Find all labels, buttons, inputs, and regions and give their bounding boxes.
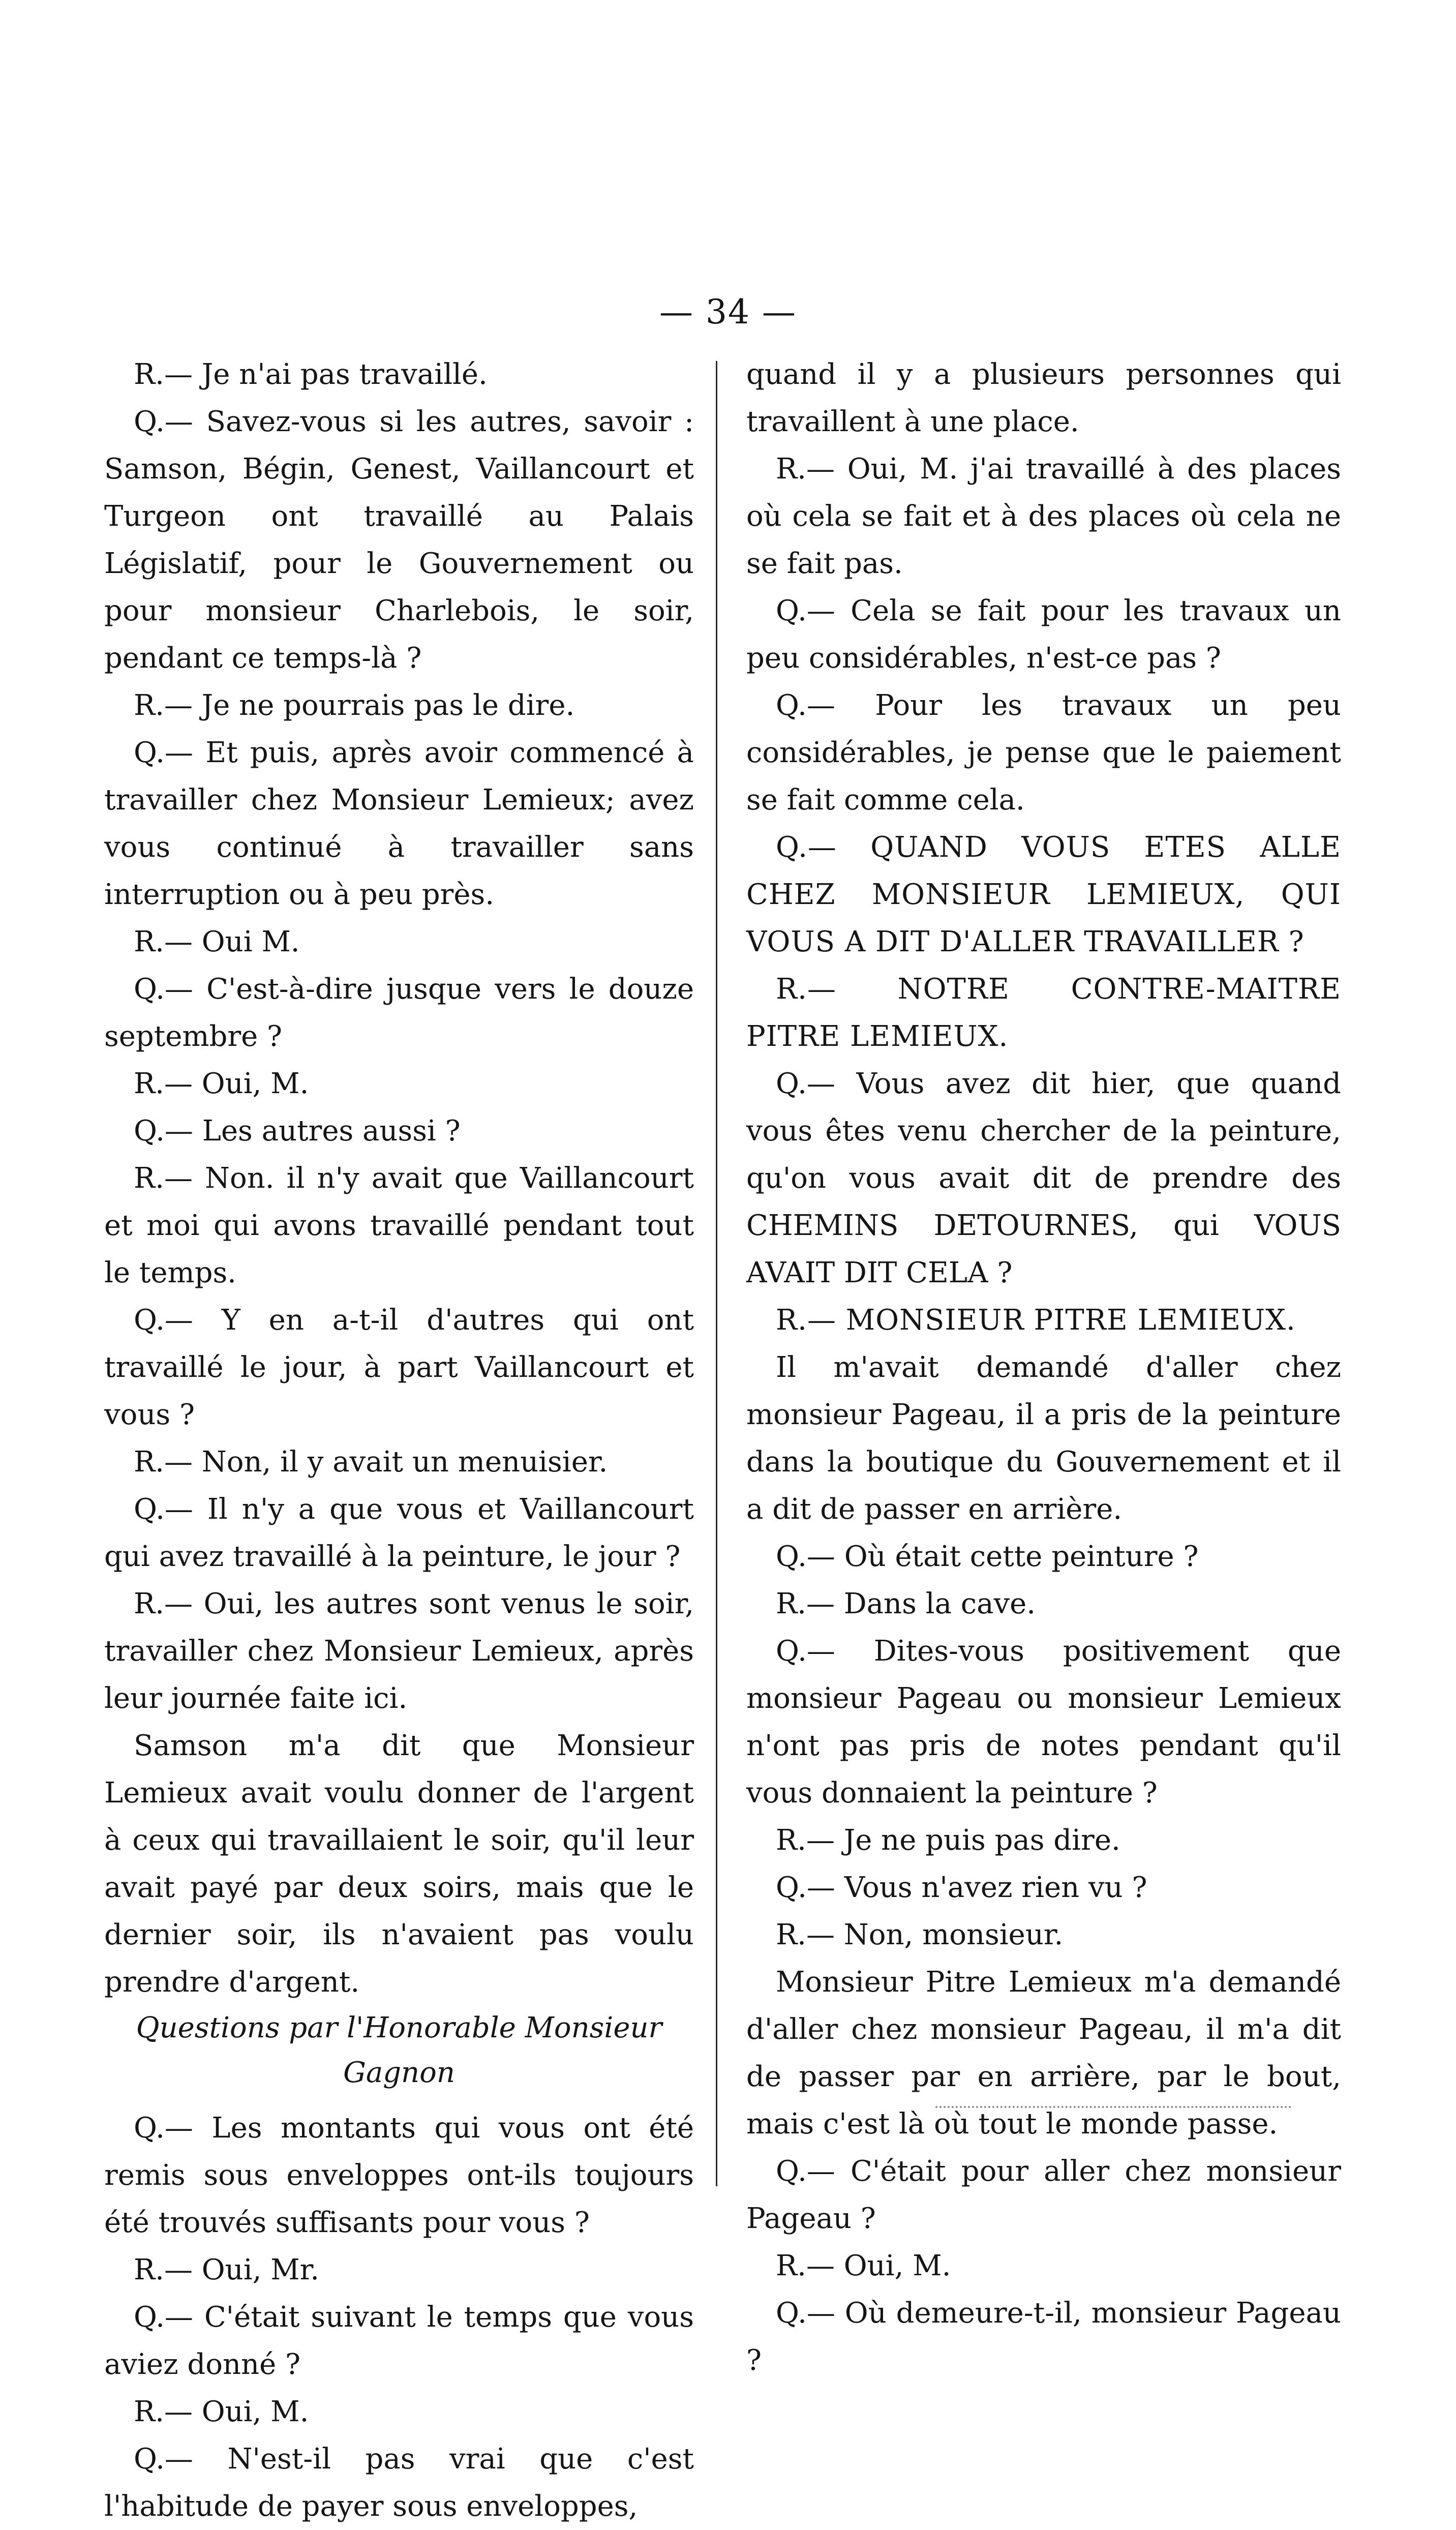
section-heading: Questions par l'Honorable Monsieur <box>136 2011 662 2044</box>
paragraph: R.— Je ne puis pas dire. <box>776 1824 1120 1857</box>
page-number: — 34 — <box>659 292 797 332</box>
paragraph: Q.— Vous n'avez rien vu ? <box>776 1871 1147 1904</box>
paragraph: Q.— Où demeure-t-il, monsieur Pageau ? <box>746 2297 1341 2377</box>
paragraph: R.— Oui, les autres sont venus le soir, travailler chez Monsieur Lemieux, après leur journée faite ici. <box>104 1587 694 1715</box>
paragraph: R.— Non, il y avait un menuisier. <box>134 1445 608 1479</box>
paragraph: R.— Oui, M. <box>776 2249 951 2282</box>
paragraph: R.— Oui, M. j'ai travaillé à des places où cela se fait et à des places où cela ne se fait pas. <box>746 453 1341 580</box>
paragraph: Monsieur Pitre Lemieux m'a demandé d'aller chez monsieur Pageau, il m'a dit de passer par en arrière, par le bout, mais c'est là où tout le monde passe. <box>746 1966 1341 2141</box>
paragraph: Q.— QUAND VOUS ETES ALLE CHEZ MONSIEUR LEMIEUX, QUI VOUS A DIT D'ALLER TRAVAILLER ? <box>746 831 1341 958</box>
paragraph: Q.— Y en a-t-il d'autres qui ont travaillé le jour, à part Vaillancourt et vous ? <box>104 1304 694 1431</box>
paragraph: Q.— Il n'y a que vous et Vaillancourt qui avez travaillé à la peinture, le jour ? <box>104 1493 694 1573</box>
paragraph: R.— Oui, Mr. <box>134 2253 320 2286</box>
paragraph: R.— NOTRE CONTRE-MAITRE PITRE LEMIEUX. <box>746 973 1341 1053</box>
paragraph: R.— Je n'ai pas travaillé. <box>134 358 488 391</box>
paragraph: R.— Je ne pourrais pas le dire. <box>134 689 575 722</box>
paragraph: Q.— Dites-vous positivement que monsieur Pageau ou monsieur Lemieux n'ont pas pris de notes pendant qu'il vous donnaient la peinture ? <box>746 1635 1341 1810</box>
paragraph: Q.— Où était cette peinture ? <box>776 1540 1199 1573</box>
paragraph: Il m'avait demandé d'aller chez monsieur Pageau, il a pris de la peinture dans la boutique du Gouvernement et il a dit de passer en arrière. <box>746 1351 1341 1526</box>
paragraph: R.— Non, monsieur. <box>776 1918 1064 1951</box>
print-dotted-rule <box>935 2106 1291 2108</box>
paragraph: quand il y a plusieurs personnes qui travaillent à une place. <box>746 358 1341 438</box>
paragraph: Samson m'a dit que Monsieur Lemieux avait voulu donner de l'argent à ceux qui travaillaient le soir, qu'il leur avait payé par deux soirs, mais que le dernier soir, ils n'avaient pas voulu prendre d'argent. <box>104 1729 694 1999</box>
paragraph: Q.— C'était suivant le temps que vous aviez donné ? <box>104 2301 694 2381</box>
paragraph: Q.— N'est-il pas vrai que c'est l'habitude de payer sous enveloppes, <box>104 2443 694 2523</box>
paragraph: R.— Oui M. <box>134 925 300 958</box>
right-column <box>746 351 1341 2384</box>
section-heading-name: Gagnon <box>343 2056 455 2089</box>
paragraph: R.— Dans la cave. <box>776 1587 1036 1620</box>
paragraph: R.— Oui, M. <box>134 1067 309 1100</box>
paragraph: Q.— Les montants qui vous ont été remis sous enveloppes ont-ils toujours été trouvés suffisants pour vous ? <box>104 2112 694 2239</box>
paragraph: Q.— C'était pour aller chez monsieur Pageau ? <box>746 2155 1341 2235</box>
paragraph: R.— Non. il n'y avait que Vaillancourt et moi qui avons travaillé pendant tout le temps. <box>104 1162 694 1289</box>
paragraph: Q.— Pour les travaux un peu considérables, je pense que le paiement se fait comme cela. <box>746 689 1341 817</box>
paragraph: Q.— Cela se fait pour les travaux un peu considérables, n'est-ce pas ? <box>746 594 1341 675</box>
paragraph: R.— Oui, M. <box>134 2395 309 2428</box>
paragraph: Q.— Savez-vous si les autres, savoir : Samson, Bégin, Genest, Vaillancourt et Turgeon ont travaillé au Palais Législatif, pour le Gouvernement ou pour monsieur Charlebois, le soir, pendant ce temps-là ? <box>104 405 694 675</box>
column-divider <box>716 361 717 2186</box>
paragraph: Q.— Vous avez dit hier, que quand vous êtes venu chercher de la peinture, qu'on vous avait dit de prendre des CHEMINS DETOURNES, qui VOUS AVAIT DIT CELA ? <box>746 1067 1341 1289</box>
paragraph: Q.— C'est-à-dire jusque vers le douze septembre ? <box>104 973 694 1053</box>
paragraph: R.— MONSIEUR PITRE LEMIEUX. <box>776 1304 1296 1337</box>
paragraph: Q.— Et puis, après avoir commencé à travailler chez Monsieur Lemieux; avez vous continué à travailler sans interruption ou à peu près. <box>104 736 694 911</box>
paragraph: Q.— Les autres aussi ? <box>134 1115 461 1148</box>
left-column <box>104 351 694 2530</box>
